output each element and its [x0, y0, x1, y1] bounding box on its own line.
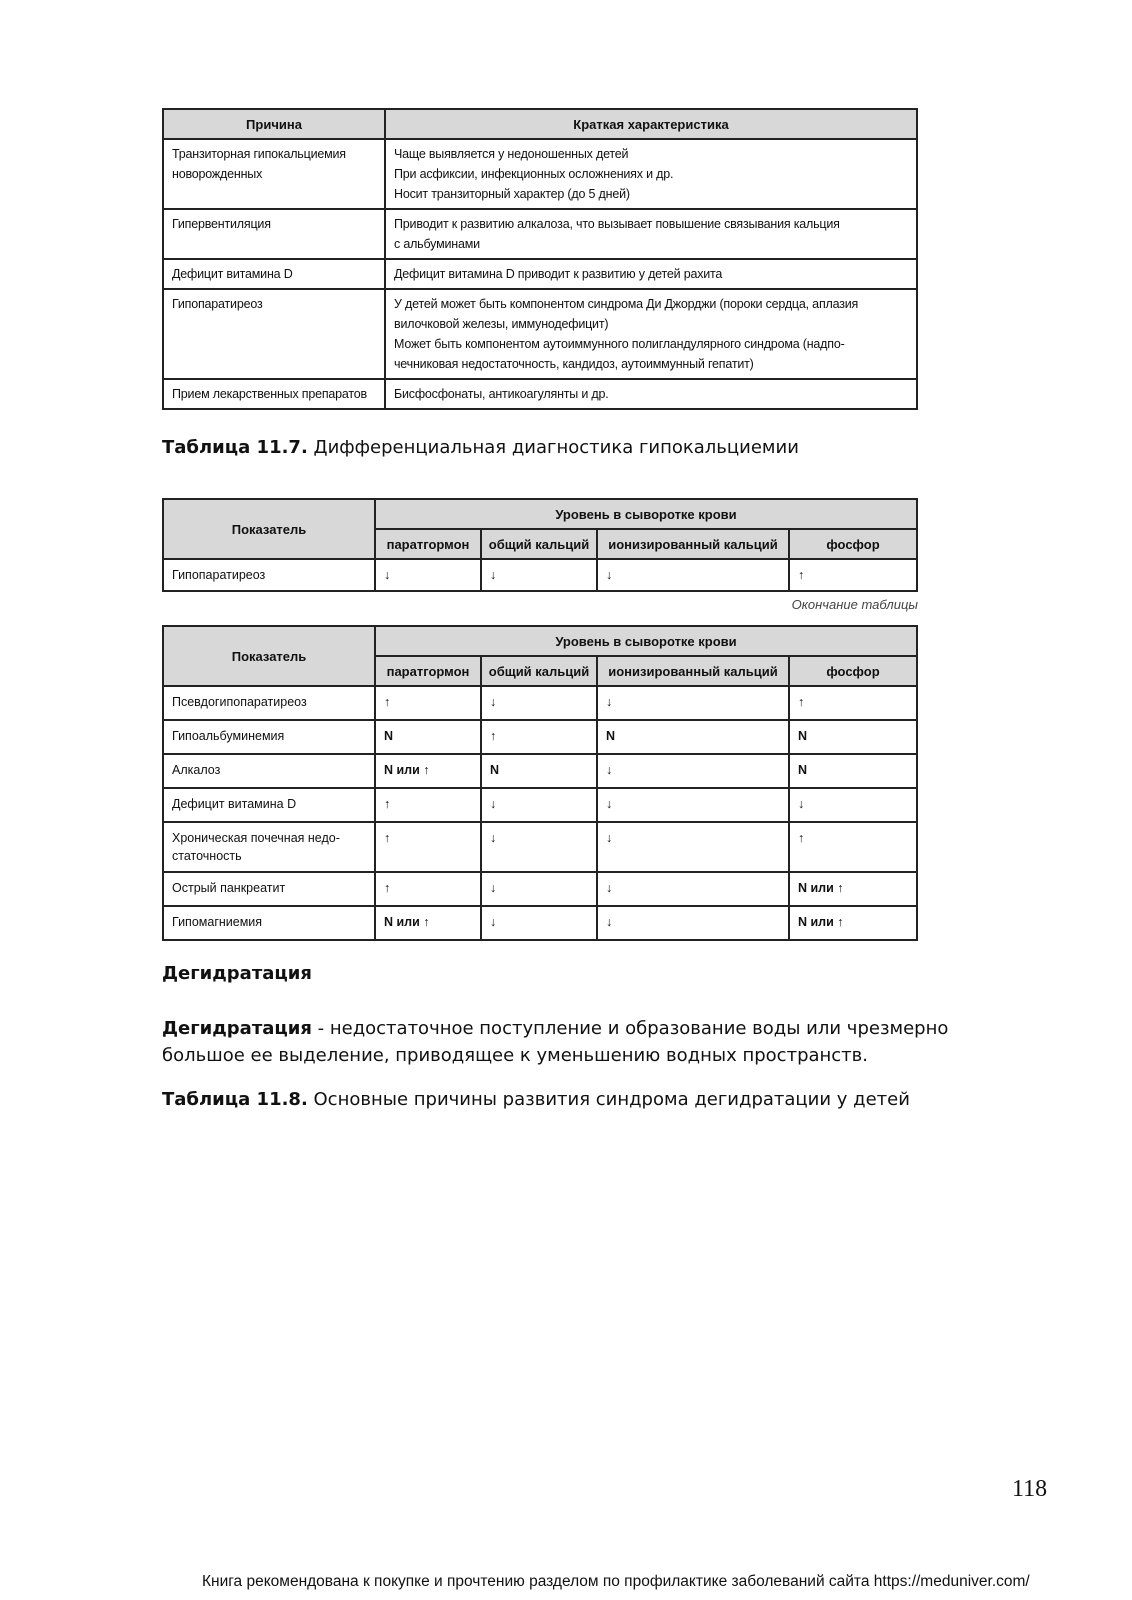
level-value: ↑	[375, 686, 481, 720]
level-value: ↓	[481, 788, 597, 822]
indicator-name: Гипопаратиреоз	[163, 559, 375, 591]
level-value: ↑	[375, 822, 481, 872]
col-pth: паратгормон	[375, 529, 481, 559]
level-value: ↓	[481, 822, 597, 872]
level-value: N	[481, 754, 597, 788]
cause-cell	[163, 139, 385, 209]
level-value: ↓	[789, 788, 917, 822]
definition-text: - недостаточное поступление и образование воды или чрезмерно большое ее выделение, приводящее к уменьшению водных пространств.	[162, 1018, 949, 1066]
level-value: ↑	[789, 686, 917, 720]
serum-level-header: Уровень в сыворотке крови	[375, 499, 917, 529]
indicator-name: Хроническая почечная недо- статочность	[163, 822, 375, 872]
level-value: ↑	[789, 559, 917, 591]
level-value: ↓	[375, 559, 481, 591]
caption-text: Основные причины развития синдрома дегидратации у детей	[307, 1089, 910, 1110]
causes-row	[163, 209, 917, 259]
col-total-ca: общий кальций	[481, 529, 597, 559]
col-pth: паратгормон	[375, 656, 481, 686]
causes-row	[163, 379, 917, 409]
level-value: ↑	[375, 872, 481, 906]
cause-line: Гипервентиляция	[172, 217, 271, 231]
table-11-7-caption	[162, 437, 799, 458]
indicator-row	[163, 788, 917, 822]
level-value: ↓	[481, 906, 597, 940]
causes-header-desc: Краткая характеристика	[385, 109, 917, 139]
cause-line: Гипопаратиреоз	[172, 297, 263, 311]
col-ion-ca: ионизированный кальций	[597, 656, 789, 686]
page-number: 118	[1012, 1476, 1048, 1502]
caption-number: Таблица 11.8.	[162, 1089, 308, 1110]
indicator-name: Острый панкреатит	[163, 872, 375, 906]
level-value: N или ↑	[375, 906, 481, 940]
description-cell	[385, 259, 917, 289]
level-value: ↓	[481, 686, 597, 720]
level-value: ↓	[597, 788, 789, 822]
cause-cell	[163, 379, 385, 409]
description-line: Может быть компонентом аутоиммунного полигландулярного синдрома (надпо-	[394, 337, 845, 351]
causes-table	[162, 108, 918, 410]
indicator-name: Гипомагниемия	[163, 906, 375, 940]
table-11-8-caption	[162, 1089, 910, 1110]
level-value: N	[375, 720, 481, 754]
col-phosphorus: фосфор	[789, 529, 917, 559]
diag-table-part2	[162, 625, 918, 941]
indicator-row	[163, 822, 917, 872]
definition-paragraph	[162, 1015, 962, 1069]
footer-note: Книга рекомендована к покупке и прочтению разделом по профилактике заболеваний сайта https://meduniver.com/	[202, 1573, 1030, 1590]
level-value: ↓	[597, 559, 789, 591]
description-cell	[385, 139, 917, 209]
description-line: вилочковой железы, иммунодефицит)	[394, 317, 609, 331]
causes-header-cause: Причина	[163, 109, 385, 139]
indicator-row	[163, 872, 917, 906]
section-heading: Дегидратация	[162, 963, 312, 984]
cause-cell	[163, 209, 385, 259]
indicator-row	[163, 686, 917, 720]
cause-line: Прием лекарственных препаратов	[172, 387, 367, 401]
level-value: N или ↑	[789, 906, 917, 940]
diag-table-part1	[162, 498, 918, 592]
col-total-ca: общий кальций	[481, 656, 597, 686]
caption-number: Таблица 11.7.	[162, 437, 308, 458]
cause-cell	[163, 259, 385, 289]
indicator-header: Показатель	[163, 626, 375, 686]
description-line: Приводит к развитию алкалоза, что вызывает повышение связывания кальция	[394, 217, 840, 231]
description-cell	[385, 379, 917, 409]
term: Дегидратация	[162, 1018, 312, 1039]
causes-row	[163, 289, 917, 379]
indicator-row	[163, 906, 917, 940]
description-line: У детей может быть компонентом синдрома Ди Джорджи (пороки сердца, аплазия	[394, 297, 859, 311]
description-line: Бисфосфонаты, антикоагулянты и др.	[394, 387, 609, 401]
description-line: При асфиксии, инфекционных осложнениях и др.	[394, 167, 674, 181]
level-value: ↑	[789, 822, 917, 872]
indicator-name: Алкалоз	[163, 754, 375, 788]
causes-row	[163, 139, 917, 209]
col-phosphorus: фосфор	[789, 656, 917, 686]
caption-text: Дифференциальная диагностика гипокальциемии	[307, 437, 799, 458]
level-value: N или ↑	[375, 754, 481, 788]
description-line: Носит транзиторный характер (до 5 дней)	[394, 187, 630, 201]
cause-line: Дефицит витамина D	[172, 267, 293, 281]
col-ion-ca: ионизированный кальций	[597, 529, 789, 559]
level-value: ↓	[597, 686, 789, 720]
level-value: ↓	[597, 822, 789, 872]
indicator-name: Псевдогипопаратиреоз	[163, 686, 375, 720]
level-value: ↓	[597, 872, 789, 906]
level-value: N или ↑	[789, 872, 917, 906]
cause-cell	[163, 289, 385, 379]
description-cell	[385, 209, 917, 259]
cause-line: Транзиторная гипокальциемия	[172, 147, 346, 161]
level-value: ↓	[597, 754, 789, 788]
level-value: ↓	[481, 872, 597, 906]
indicator-row	[163, 754, 917, 788]
description-line: Чаще выявляется у недоношенных детей	[394, 147, 629, 161]
indicator-row	[163, 720, 917, 754]
serum-level-header: Уровень в сыворотке крови	[375, 626, 917, 656]
description-line: с альбуминами	[394, 237, 480, 251]
indicator-header: Показатель	[163, 499, 375, 559]
indicator-row	[163, 559, 917, 591]
indicator-name: Дефицит витамина D	[163, 788, 375, 822]
level-value: N	[597, 720, 789, 754]
causes-row	[163, 259, 917, 289]
level-value: ↓	[481, 559, 597, 591]
level-value: ↓	[597, 906, 789, 940]
description-line: Дефицит витамина D приводит к развитию у детей рахита	[394, 267, 723, 281]
description-cell	[385, 289, 917, 379]
description-line: чечниковая недостаточность, кандидоз, аутоиммунный гепатит)	[394, 357, 754, 371]
indicator-name: Гипоальбуминемия	[163, 720, 375, 754]
level-value: ↑	[481, 720, 597, 754]
level-value: ↑	[375, 788, 481, 822]
continuation-note: Окончание таблицы	[791, 597, 918, 612]
level-value: N	[789, 754, 917, 788]
cause-line: новорожденных	[172, 167, 263, 181]
causes-table-header-row	[163, 109, 917, 139]
level-value: N	[789, 720, 917, 754]
